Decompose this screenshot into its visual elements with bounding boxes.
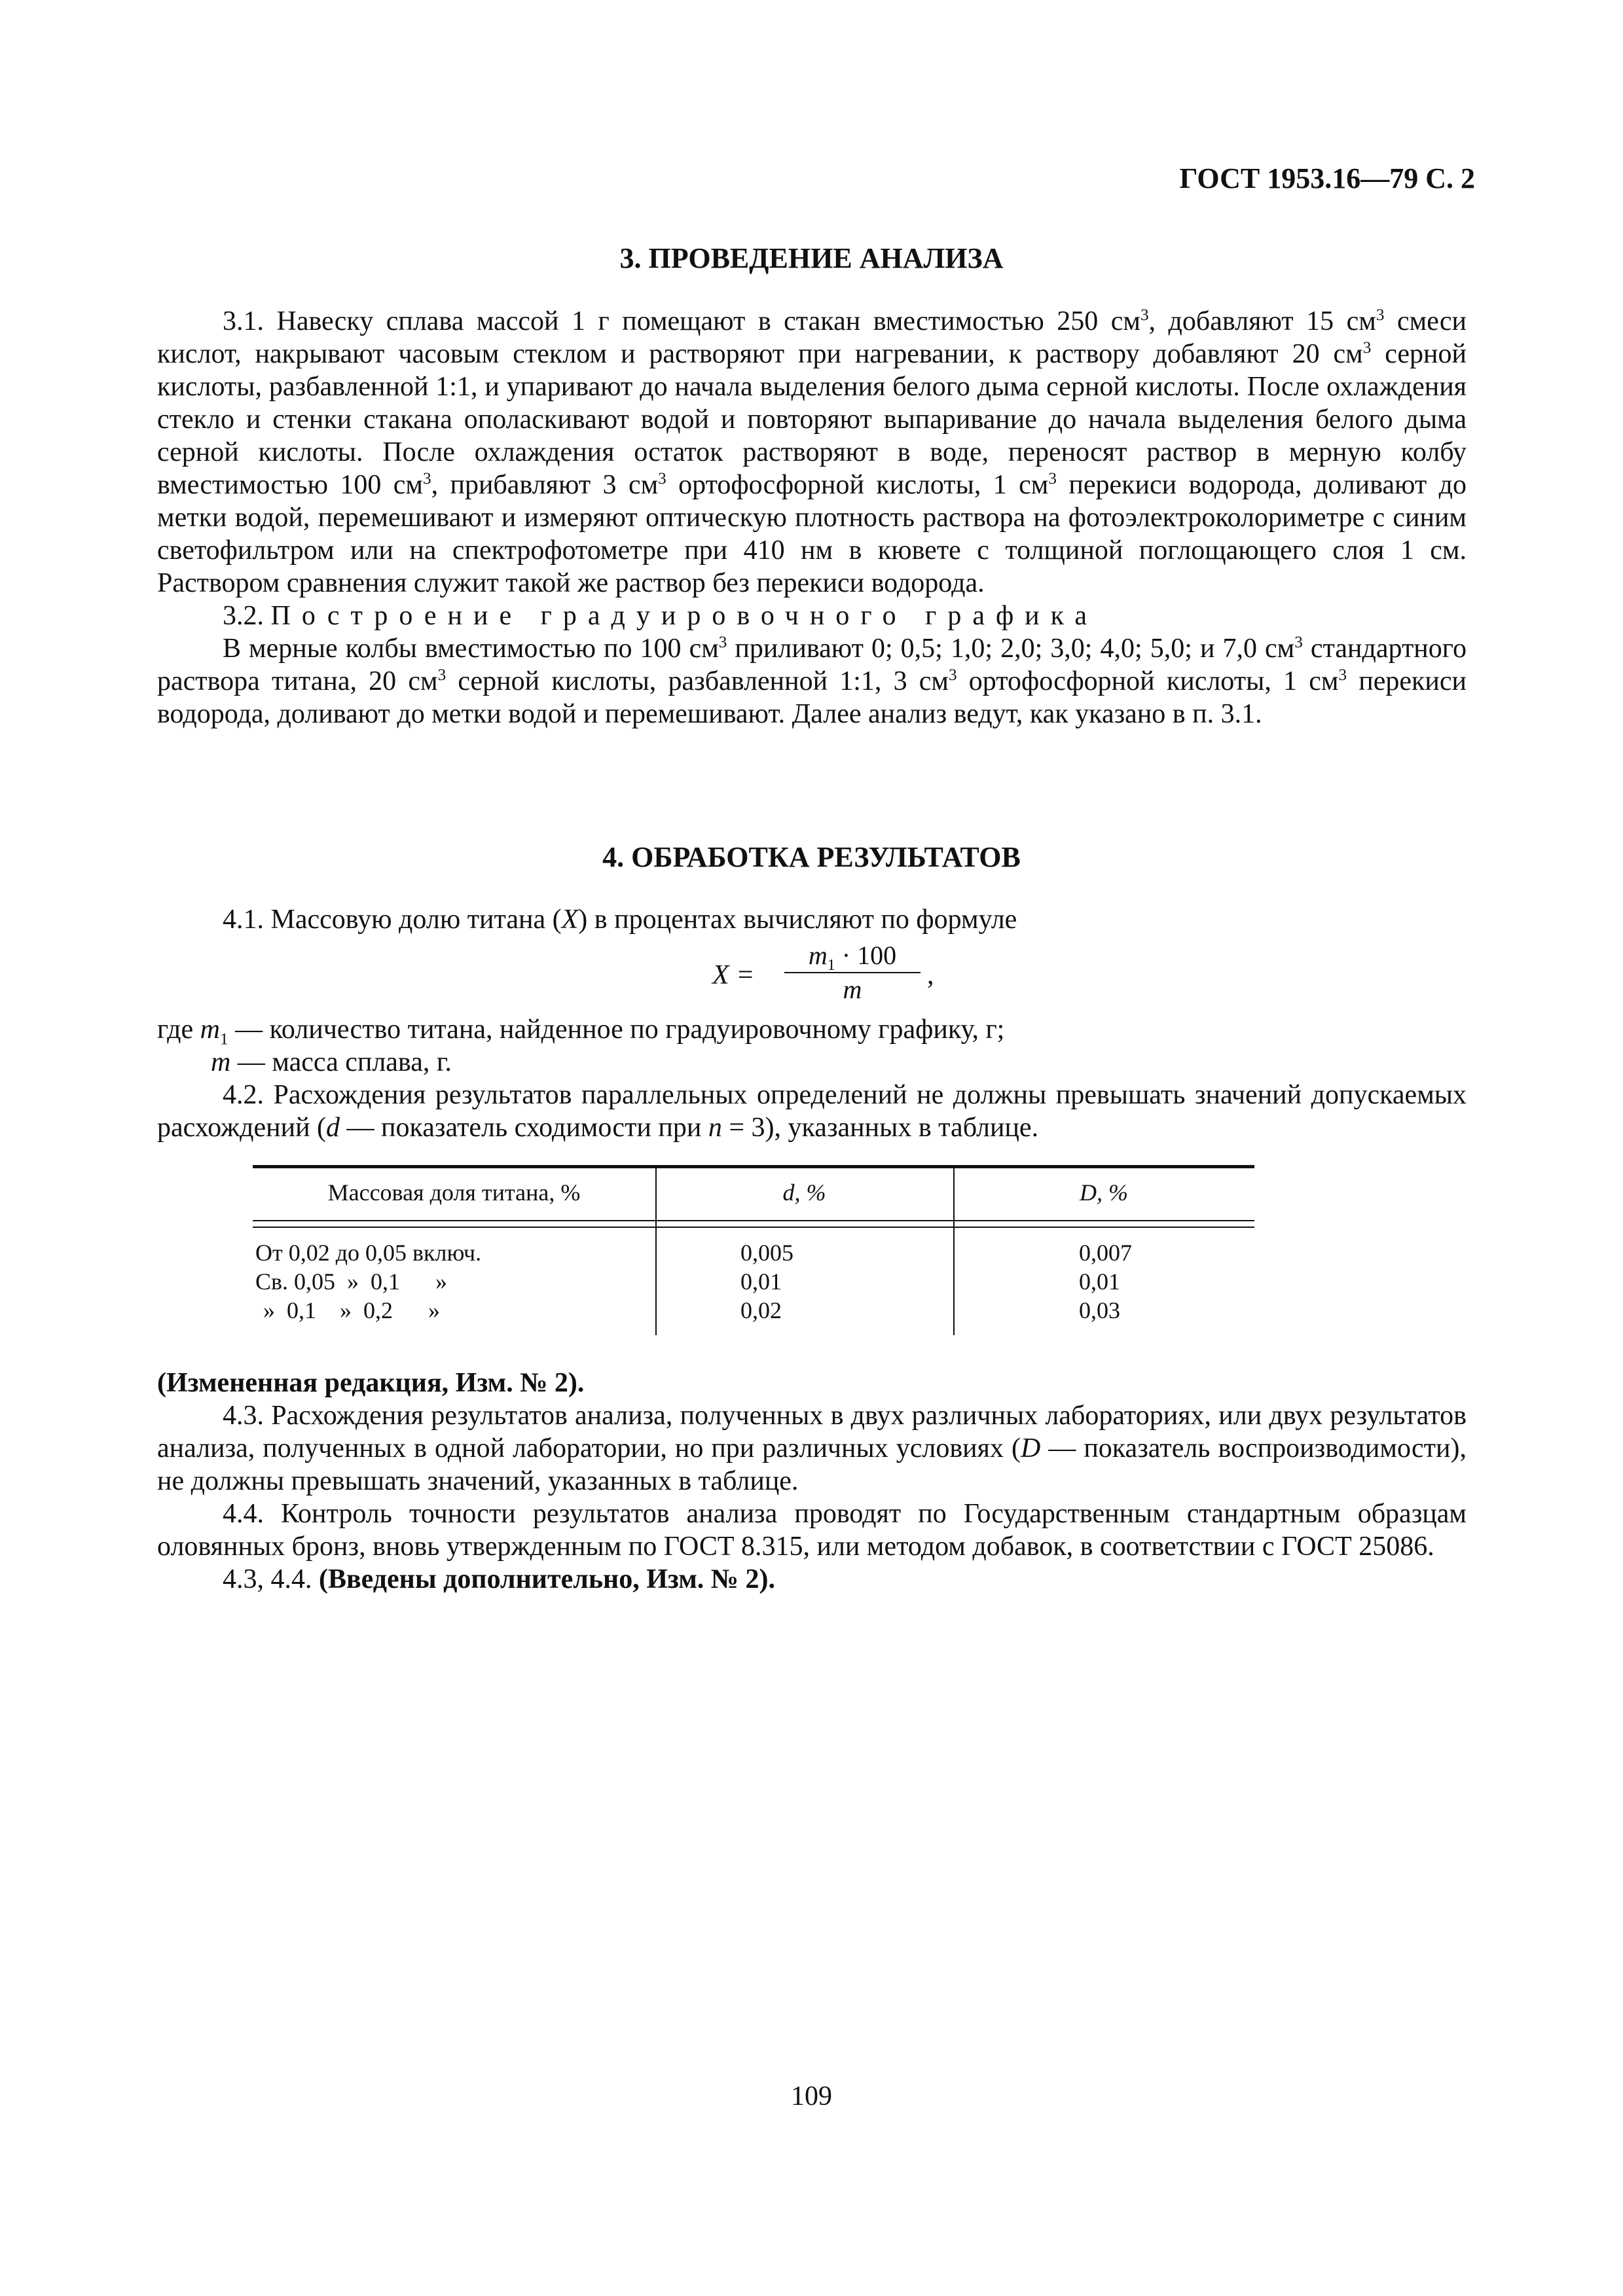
table-row-2-D: 0,01: [1079, 1268, 1120, 1295]
section-4-title: 4. ОБРАБОТКА РЕЗУЛЬТАТОВ: [602, 841, 1021, 873]
section-4-tail: [157, 1367, 1467, 1596]
section-3-body: [157, 305, 1467, 730]
section-3-title: 3. ПРОВЕДЕНИЕ АНАЛИЗА: [619, 242, 1004, 274]
table-row-1-d: 0,005: [740, 1240, 793, 1266]
formula-denominator: m: [843, 975, 862, 1004]
legend-m: m — масса сплава, г.: [211, 1047, 452, 1077]
paragraph-4-3: 4.3. Расхождения результатов анализа, полученных в двух различных лабораториях, или двух результатов анализа, полученных в одной лаборатории, но при различных условиях (D — показатель воспроизводимости), не должны превышать значений, указанных в таблице.: [157, 1401, 1467, 1496]
table-row-2-range: Св. 0,05 » 0,1 »: [255, 1268, 448, 1295]
formula-legend: [157, 1013, 1467, 1144]
table-row-3-range: » 0,1 » 0,2 »: [263, 1297, 440, 1323]
formula: X = $m_1 \cdot 100$ m ,: [712, 939, 974, 1011]
table-header-d: d, %: [782, 1179, 826, 1206]
paragraph-3-2-title: 3.2. Построение градуировочного графика: [223, 601, 1099, 631]
table-row-1-range: От 0,02 до 0,05 включ.: [255, 1240, 482, 1266]
table-header-D: D, %: [1080, 1179, 1128, 1206]
table-row-3-d: 0,02: [740, 1297, 782, 1323]
paragraph-3-2-body: В мерные колбы вместимостью по 100 $см^3$ приливают 0; 0,5; 1,0; 2,0; 3,0; 4,0; 5,0; и 7,0 $см^3$ стандартного раствора титана, 20 $см^3$ серной кислоты, разбавленной 1:1, 3 $см^3$ ортофосфорной кислоты, 1 $см^3$ перекиси водорода, доливают до метки водой и перемешивают. Далее анализ ведут, как указано в п. 3.1.: [157, 634, 1467, 729]
legend-m1: где $m_1$ — количество титана, найденное по градуировочному графику, г;: [157, 1014, 1005, 1049]
amendment-note-1: (Измененная редакция, Изм. № 2).: [157, 1368, 585, 1398]
paragraph-4-2: 4.2. Расхождения результатов параллельных определений не должны превышать значений допускаемых расхождений (d — показатель сходимости при n = 3), указанных в таблице.: [157, 1080, 1467, 1143]
table-header-mass-fraction: Массовая доля титана, %: [327, 1179, 581, 1206]
formula-numerator: $m_1 \cdot 100$: [808, 941, 897, 974]
page-number: 109: [791, 2081, 832, 2111]
document-header: ГОСТ 1953.16—79 С. 2: [1179, 162, 1475, 194]
table-row-2-d: 0,01: [740, 1268, 782, 1295]
table-row-3-D: 0,03: [1079, 1297, 1120, 1323]
table-row-1-D: 0,007: [1079, 1240, 1132, 1266]
paragraph-3-1: 3.1. Навеску сплава массой 1 г помещают в стакан вместимостью 250 $см^3$, добавляют 15 $см^3$ смеси кислот, накрывают часовым стеклом и растворяют при нагревании, к раствору добавляют 20 $см^3$ серной кислоты, разбавленной 1:1, и упаривают до начала выделения белого дыма серной кислоты. После охлаждения стекло и стенки стакана ополаскивают водой и повторяют выпаривание до начала выделения белого дыма серной кислоты. После охлаждения остаток растворяют в воде, переносят раствор в мерную колбу вместимостью 100 $см^3$, прибавляют 3 $см^3$ ортофосфорной кислоты, 1 $см^3$ перекиси водорода, доливают до метки водой, перемешивают и измеряют оптическую плотность раствора на фотоэлектроколориметре с синим светофильтром или на спектрофотометре при 410 нм в кювете с толщиной поглощающего слоя 1 см. Раствором сравнения служит такой же раствор без перекиси водорода.: [157, 306, 1467, 598]
paragraph-4-1: 4.1. Массовую долю титана (X) в процентах вычисляют по формуле: [223, 905, 1017, 935]
paragraph-4-4: 4.4. Контроль точности результатов анализа проводят по Государственным стандартным образцам оловянных бронз, вновь утвержденным по ГОСТ 8.315, или методом добавок, в соответствии с ГОСТ 25086.: [157, 1499, 1467, 1562]
amendment-note-2: 4.3, 4.4. (Введены дополнительно, Изм. № 2).: [223, 1564, 775, 1594]
